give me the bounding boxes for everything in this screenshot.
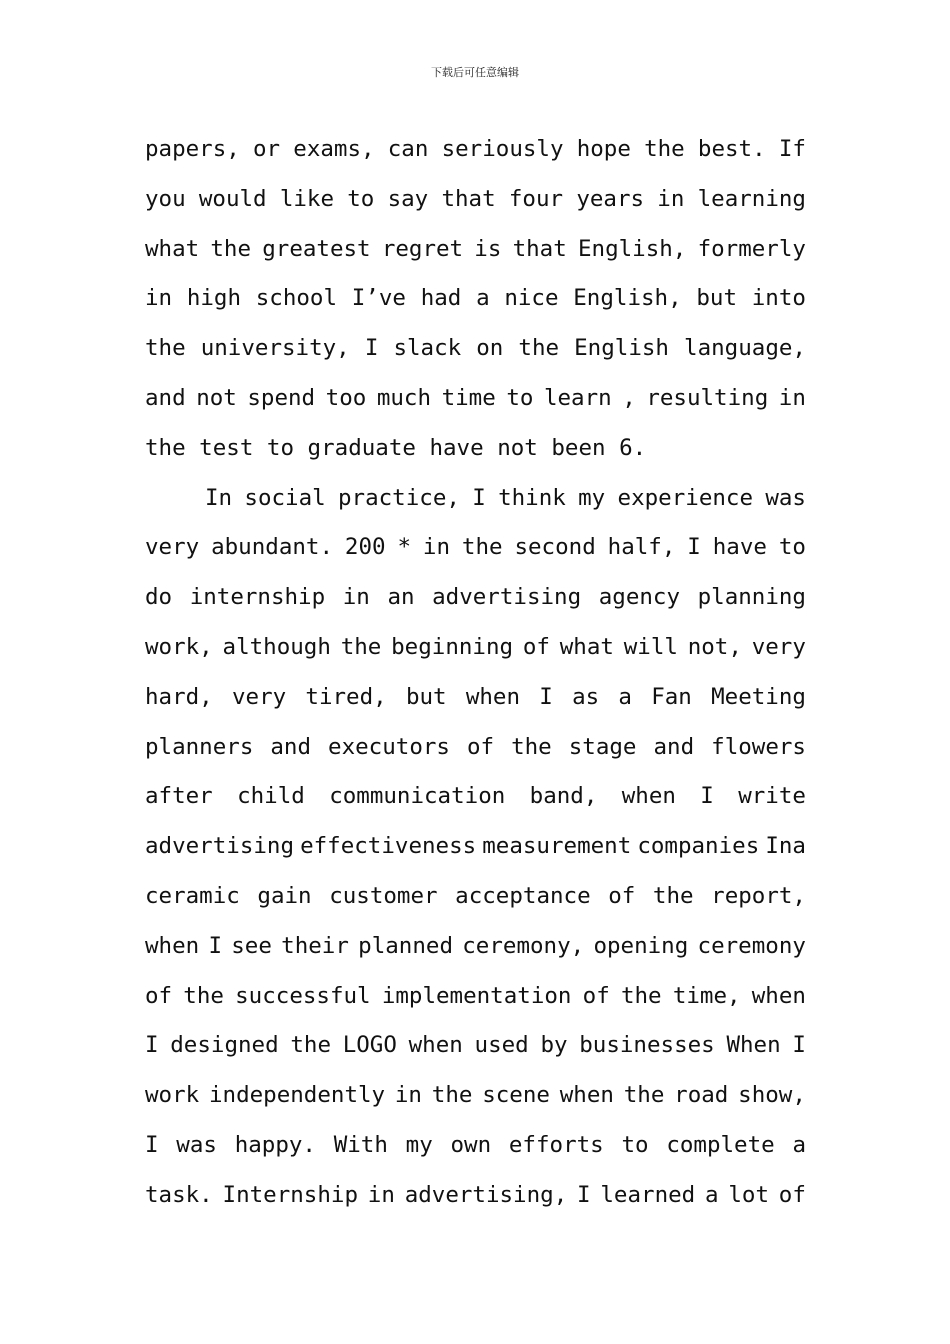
body-text: [145, 125, 806, 1221]
text-line: work, although the beginning of what will not, very: [145, 633, 806, 660]
text-line: the university, I slack on the English language,: [145, 335, 806, 362]
text-line: when I see their planned ceremony, opening ceremony: [145, 932, 806, 959]
text-line: advertising effectiveness measurement companies Ina: [145, 833, 806, 860]
text-line: after child communication band, when I write: [145, 783, 806, 810]
text-line: hard, very tired, but when I as a Fan Meeting: [145, 683, 806, 710]
paragraph-2: [145, 474, 806, 1221]
page-header: 下载后可任意编辑: [431, 66, 519, 79]
text-line: In social practice, I think my experience was: [205, 484, 806, 511]
text-line: of the successful implementation of the time, when: [145, 982, 806, 1009]
text-line: and not spend too much time to learn , resulting in: [145, 384, 806, 411]
text-line: I designed the LOGO when used by businesses When I: [145, 1032, 806, 1059]
text-line: you would like to say that four years in learning: [145, 185, 806, 212]
text-line: the test to graduate have not been 6.: [145, 434, 647, 461]
text-line: I was happy. With my own efforts to complete a: [145, 1131, 806, 1158]
paragraph-1: [145, 125, 806, 474]
text-line: work independently in the scene when the road show,: [145, 1082, 806, 1109]
text-line: in high school I’ve had a nice English, but into: [145, 285, 806, 312]
text-line: planners and executors of the stage and flowers: [145, 733, 806, 760]
text-line: ceramic gain customer acceptance of the report,: [145, 882, 806, 909]
text-line: very abundant. 200 * in the second half, I have to: [145, 534, 806, 561]
text-line: do internship in an advertising agency planning: [145, 584, 806, 611]
text-line: what the greatest regret is that English, formerly: [145, 235, 806, 262]
text-line: task. Internship in advertising, I learned a lot of: [145, 1181, 806, 1208]
text-line: papers, or exams, can seriously hope the best. If: [145, 136, 806, 162]
